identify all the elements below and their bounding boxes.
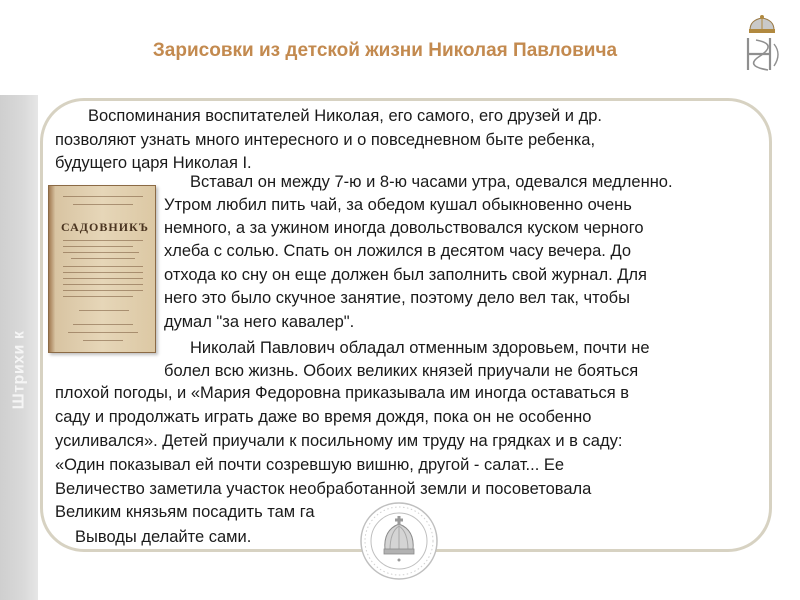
text-line: Великим князьям посадить там га: [55, 503, 315, 521]
text-line: немного, а за ужином иногда довольствовался куском черного: [164, 219, 644, 237]
text-line: хлеба с солью. Спать он ложился в десятом часу вечера. До: [164, 242, 631, 260]
text-line: усиливался». Детей приучали к посильному им труду на грядках и в саду:: [55, 432, 623, 450]
text-line: него это было скучное занятие, поэтому дело вел так, чтобы: [164, 289, 630, 307]
text-line: «Один показывал ей почти созревшую вишню, другой - салат... Ее: [55, 456, 565, 474]
page-title: Зарисовки из детской жизни Николая Павловича: [152, 40, 618, 61]
text-line: отхода ко сну он еще должен был заполнить свой журнал. Для: [164, 266, 647, 284]
text-line: позволяют узнать много интересного и о повседневном быте ребенка,: [55, 131, 596, 149]
crown-monogram-icon: [738, 14, 786, 76]
text-line: Выводы делайте сами.: [75, 528, 252, 546]
text-line: болел всю жизнь. Обоих великих князей приучали не бояться: [164, 362, 639, 380]
text-line: думал "за него кавалер".: [164, 313, 355, 331]
text-line: Величество заметила участок необработанной земли и посоветовала: [55, 480, 592, 498]
side-label: Штрихи к: [10, 330, 27, 410]
text-line: Утром любил пить чай, за обедом кушал обыкновенно очень: [164, 196, 632, 214]
text-line: будущего царя Николая I.: [55, 154, 252, 172]
text-line: Вставал он между 7-ю и 8-ю часами утра, одевался медленно.: [190, 173, 673, 191]
text-line: плохой погоды, и «Мария Федоровна приказывала им иногда оставаться в: [55, 384, 630, 402]
book-image: [48, 185, 156, 353]
text-line: Николай Павлович обладал отменным здоровьем, почти не: [190, 339, 650, 357]
text-line: саду и продолжать играть даже во время дождя, пока он не особенно: [55, 408, 592, 426]
crown-seal-icon: [359, 500, 439, 582]
book-title: САДОВНИКЪ: [61, 220, 149, 234]
text-line: Воспоминания воспитателей Николая, его самого, его друзей и др.: [88, 107, 602, 125]
